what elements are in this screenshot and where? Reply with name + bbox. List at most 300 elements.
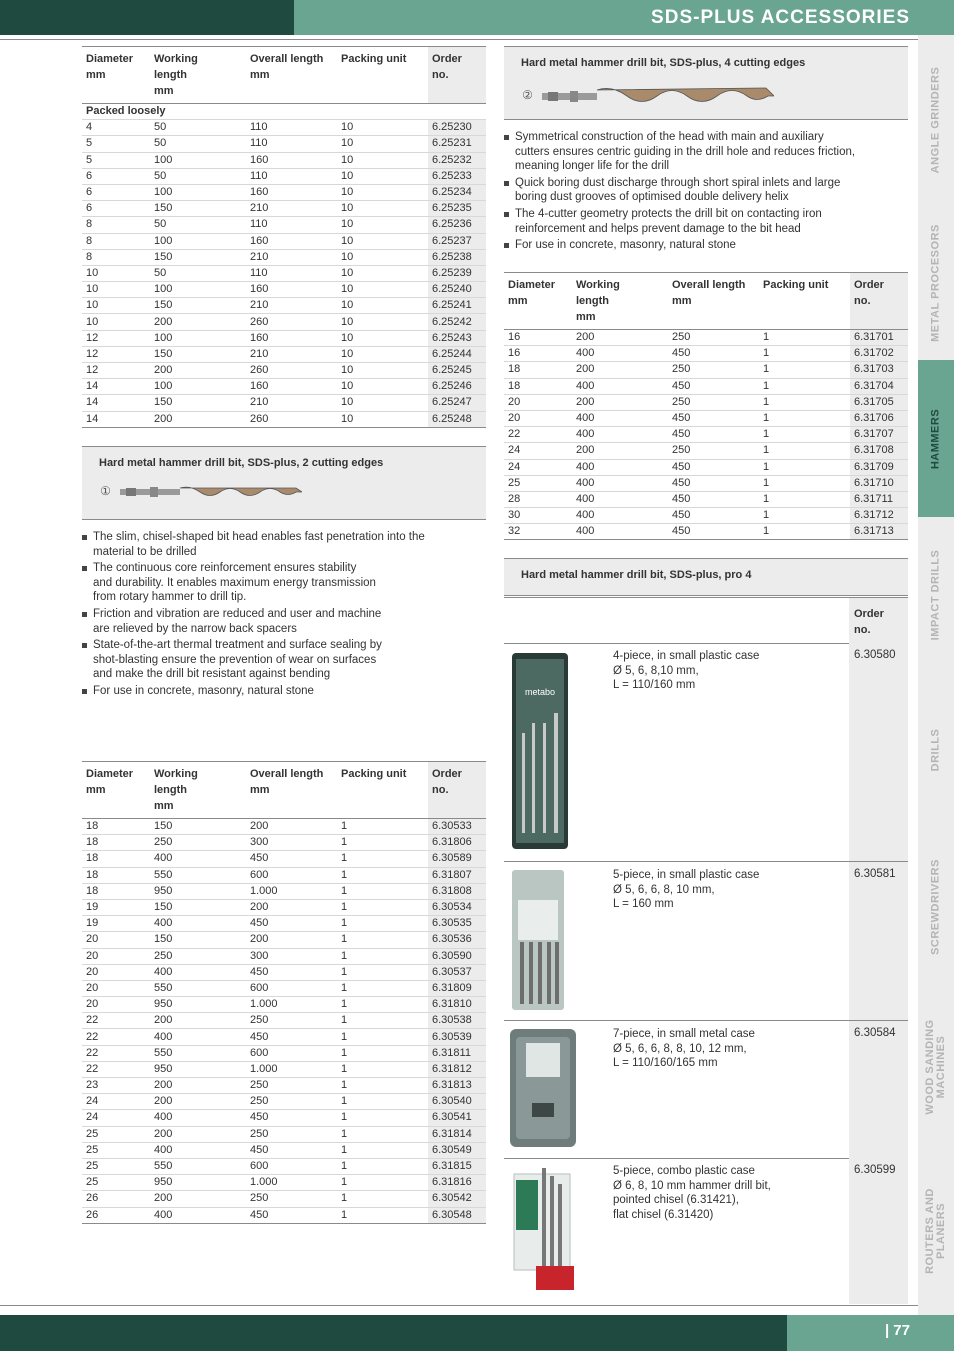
col-overall-length: Overall length mm xyxy=(250,768,324,796)
cell-diameter: 19 xyxy=(82,916,150,932)
table-row xyxy=(82,997,486,1013)
cell-overall-length: 200 xyxy=(246,932,337,948)
cell-packing-unit: 10 xyxy=(337,201,428,217)
cell-overall-length: 450 xyxy=(668,427,759,443)
table-row xyxy=(82,932,486,948)
sidebar-tab-label: METAL PROCESORS xyxy=(929,223,942,342)
col-packing-unit: Packing unit xyxy=(341,768,407,780)
cell-diameter: 20 xyxy=(504,410,572,426)
col-diameter: Diameter mm xyxy=(86,53,134,81)
cell-overall-length: 200 xyxy=(246,819,337,835)
table-row xyxy=(82,379,486,395)
product-box-2-cutting-edges xyxy=(82,446,486,520)
cell-working-length: 150 xyxy=(150,932,246,948)
feature-item: The 4-cutter geometry protects the drill bit on contacting iron reinforcement and helps prevent damage to the bit head xyxy=(504,207,908,236)
cell-order-no: 6.25235 xyxy=(428,201,486,217)
cell-order-no: 6.31814 xyxy=(428,1126,486,1142)
cell-working-length: 400 xyxy=(150,916,246,932)
cell-working-length: 400 xyxy=(150,964,246,980)
cell-working-length: 950 xyxy=(150,1061,246,1077)
table-row xyxy=(82,184,486,200)
cell-packing-unit: 1 xyxy=(759,491,850,507)
cell-overall-length: 250 xyxy=(246,1126,337,1142)
cell-packing-unit: 1 xyxy=(337,932,428,948)
cell-packing-unit: 1 xyxy=(337,1078,428,1094)
cell-diameter: 26 xyxy=(82,1207,150,1223)
table-header-row xyxy=(504,273,908,330)
cell-order-no: 6.30538 xyxy=(428,1013,486,1029)
cell-overall-length: 450 xyxy=(668,491,759,507)
cell-packing-unit: 1 xyxy=(337,883,428,899)
cell-packing-unit: 1 xyxy=(759,394,850,410)
sidebar-tab-label: IMPACT DRILLS xyxy=(929,549,942,640)
kit-order-no: 6.30581 xyxy=(854,868,896,880)
cell-overall-length: 1.000 xyxy=(246,1175,337,1191)
header-light-band xyxy=(294,0,954,35)
cell-overall-length: 450 xyxy=(668,524,759,540)
sidebar-tab-label: ANGLE GRINDERS xyxy=(929,66,942,174)
cell-packing-unit: 10 xyxy=(337,217,428,233)
feature-item: For use in concrete, masonry, natural stone xyxy=(504,238,908,253)
cell-order-no: 6.25248 xyxy=(428,411,486,427)
table-row xyxy=(504,524,908,540)
cell-order-no: 6.25245 xyxy=(428,363,486,379)
cell-diameter: 22 xyxy=(82,1013,150,1029)
cell-packing-unit: 10 xyxy=(337,395,428,411)
kit-order-cell xyxy=(849,1158,908,1304)
cell-overall-length: 250 xyxy=(668,443,759,459)
cell-overall-length: 160 xyxy=(246,152,337,168)
cell-diameter: 16 xyxy=(504,330,572,346)
cell-order-no: 6.25242 xyxy=(428,314,486,330)
cell-order-no: 6.25231 xyxy=(428,136,486,152)
cell-order-no: 6.31811 xyxy=(428,1045,486,1061)
cell-order-no: 6.31809 xyxy=(428,980,486,996)
cell-order-no: 6.30535 xyxy=(428,916,486,932)
cell-packing-unit: 10 xyxy=(337,298,428,314)
cell-packing-unit: 10 xyxy=(337,363,428,379)
table-row xyxy=(82,1126,486,1142)
cell-diameter: 20 xyxy=(82,997,150,1013)
cell-order-no: 6.31701 xyxy=(850,330,908,346)
cell-order-no: 6.31702 xyxy=(850,346,908,362)
cell-diameter: 22 xyxy=(82,1045,150,1061)
cell-working-length: 50 xyxy=(150,168,246,184)
footer-dark-band xyxy=(0,1315,787,1351)
cell-diameter: 22 xyxy=(504,427,572,443)
group-label: Packed loosely xyxy=(82,104,486,120)
cell-diameter: 19 xyxy=(82,899,150,915)
sidebar-tab-label: SCREWDRIVERS xyxy=(929,859,942,955)
cell-working-length: 200 xyxy=(150,1078,246,1094)
cell-diameter: 24 xyxy=(82,1094,150,1110)
table-row xyxy=(504,346,908,362)
table-2-cutting-edges xyxy=(82,761,486,1224)
footer-rule xyxy=(0,1305,918,1306)
cell-working-length: 400 xyxy=(150,1110,246,1126)
cell-packing-unit: 1 xyxy=(337,1142,428,1158)
cell-diameter: 6 xyxy=(82,168,150,184)
cell-diameter: 6 xyxy=(82,201,150,217)
kit-description: 7-piece, in small metal case Ø 5, 6, 6, 8, 8, 10, 12 mm, L = 110/160/165 mm xyxy=(613,1028,755,1070)
cell-working-length: 400 xyxy=(572,508,668,524)
sidebar-tab-hammers[interactable] xyxy=(918,360,954,517)
col-order-no: Order no. xyxy=(850,273,908,330)
drill-bit-4-edges-icon xyxy=(542,85,774,107)
table-row xyxy=(82,851,486,867)
cell-overall-length: 600 xyxy=(246,1158,337,1174)
cell-working-length: 950 xyxy=(150,1175,246,1191)
cell-order-no: 6.30542 xyxy=(428,1191,486,1207)
cell-diameter: 8 xyxy=(82,233,150,249)
cell-packing-unit: 1 xyxy=(337,980,428,996)
cell-packing-unit: 10 xyxy=(337,120,428,136)
table-row xyxy=(82,1158,486,1174)
cell-order-no: 6.30533 xyxy=(428,819,486,835)
cell-overall-length: 160 xyxy=(246,379,337,395)
plastic-case-4pc-image xyxy=(512,653,568,849)
cell-order-no: 6.25239 xyxy=(428,265,486,281)
table-row xyxy=(82,1110,486,1126)
cell-working-length: 150 xyxy=(150,298,246,314)
cell-working-length: 400 xyxy=(572,524,668,540)
feature-item: State-of-the-art thermal treatment and surface sealing by shot-blasting ensure the prevention of wear on surfaces and make the drill bit resistant against bending xyxy=(82,638,486,682)
table-row xyxy=(82,1175,486,1191)
table-row xyxy=(82,233,486,249)
cell-working-length: 150 xyxy=(150,819,246,835)
cell-diameter: 12 xyxy=(82,330,150,346)
table-row xyxy=(504,427,908,443)
cell-overall-length: 1.000 xyxy=(246,997,337,1013)
cell-working-length: 950 xyxy=(150,883,246,899)
table-row xyxy=(82,201,486,217)
col-overall-length: Overall length mm xyxy=(672,279,746,307)
cell-overall-length: 450 xyxy=(246,851,337,867)
table-row xyxy=(82,346,486,362)
cell-diameter: 18 xyxy=(82,867,150,883)
product-title: Hard metal hammer drill bit, SDS-plus, 4 cutting edges xyxy=(521,57,806,69)
cell-working-length: 400 xyxy=(572,410,668,426)
cell-order-no: 6.25238 xyxy=(428,249,486,265)
product-title: Hard metal hammer drill bit, SDS-plus, pro 4 xyxy=(521,569,752,581)
cell-working-length: 550 xyxy=(150,980,246,996)
cell-diameter: 25 xyxy=(82,1126,150,1142)
cell-working-length: 400 xyxy=(572,378,668,394)
cell-overall-length: 450 xyxy=(668,475,759,491)
cell-working-length: 400 xyxy=(150,1029,246,1045)
cell-packing-unit: 1 xyxy=(337,1013,428,1029)
cell-working-length: 400 xyxy=(572,459,668,475)
table-row xyxy=(82,120,486,136)
table-row xyxy=(82,1013,486,1029)
kit-description: 4-piece, in small plastic case Ø 5, 6, 8,10 mm, L = 110/160 mm xyxy=(613,650,760,692)
kit-order-no: 6.30584 xyxy=(854,1027,896,1039)
cell-diameter: 6 xyxy=(82,184,150,200)
cell-diameter: 24 xyxy=(504,459,572,475)
cell-diameter: 18 xyxy=(82,835,150,851)
cell-packing-unit: 1 xyxy=(759,443,850,459)
cell-working-length: 550 xyxy=(150,867,246,883)
cell-packing-unit: 10 xyxy=(337,233,428,249)
cell-diameter: 20 xyxy=(82,964,150,980)
sidebar-tab-metal-procesors[interactable] xyxy=(918,205,954,360)
table-row xyxy=(504,330,908,346)
cell-overall-length: 450 xyxy=(668,410,759,426)
col-order-no: Order no. xyxy=(428,762,486,819)
col-working-length: Working length mm xyxy=(154,53,198,97)
cell-packing-unit: 1 xyxy=(337,1045,428,1061)
cell-overall-length: 210 xyxy=(246,346,337,362)
cell-overall-length: 110 xyxy=(246,265,337,281)
cell-packing-unit: 10 xyxy=(337,282,428,298)
cell-packing-unit: 1 xyxy=(759,378,850,394)
table-row xyxy=(504,459,908,475)
cell-working-length: 150 xyxy=(150,346,246,362)
cell-overall-length: 300 xyxy=(246,948,337,964)
cell-diameter: 14 xyxy=(82,395,150,411)
cell-overall-length: 450 xyxy=(246,916,337,932)
pro4-header xyxy=(504,597,908,644)
cell-overall-length: 450 xyxy=(668,346,759,362)
col-overall-length: Overall length mm xyxy=(250,53,324,81)
cell-working-length: 100 xyxy=(150,379,246,395)
cell-working-length: 200 xyxy=(150,363,246,379)
cell-order-no: 6.30549 xyxy=(428,1142,486,1158)
header-dark-band xyxy=(0,0,294,35)
cell-working-length: 50 xyxy=(150,217,246,233)
cell-overall-length: 260 xyxy=(246,314,337,330)
kit-order-cell xyxy=(849,643,908,861)
cell-packing-unit: 1 xyxy=(759,410,850,426)
cell-order-no: 6.25240 xyxy=(428,282,486,298)
cell-order-no: 6.25243 xyxy=(428,330,486,346)
feature-item: Symmetrical construction of the head with main and auxiliary cutters ensures centric guiding in the drill hole and reduces friction, meaning longer life for the drill xyxy=(504,130,908,174)
cell-working-length: 200 xyxy=(572,394,668,410)
table-row xyxy=(82,217,486,233)
cell-diameter: 20 xyxy=(82,948,150,964)
table-row xyxy=(82,899,486,915)
cell-working-length: 100 xyxy=(150,184,246,200)
cell-overall-length: 600 xyxy=(246,867,337,883)
cell-overall-length: 600 xyxy=(246,980,337,996)
cell-packing-unit: 1 xyxy=(337,964,428,980)
table-row xyxy=(82,1094,486,1110)
cell-packing-unit: 1 xyxy=(337,851,428,867)
cell-overall-length: 1.000 xyxy=(246,1061,337,1077)
cell-packing-unit: 10 xyxy=(337,346,428,362)
cell-diameter: 10 xyxy=(82,314,150,330)
cell-working-length: 200 xyxy=(150,1126,246,1142)
cell-diameter: 16 xyxy=(504,346,572,362)
cell-overall-length: 210 xyxy=(246,249,337,265)
col-working-length: Working length mm xyxy=(154,768,198,812)
cell-packing-unit: 1 xyxy=(337,835,428,851)
cell-overall-length: 250 xyxy=(246,1078,337,1094)
cell-order-no: 6.31711 xyxy=(850,491,908,507)
case-brand-text: metabo xyxy=(524,687,556,697)
sidebar-tab-impact-drills[interactable] xyxy=(918,517,954,672)
table-4-cutting-edges xyxy=(504,272,908,540)
cell-order-no: 6.25246 xyxy=(428,379,486,395)
cell-packing-unit: 10 xyxy=(337,168,428,184)
cell-order-no: 6.25232 xyxy=(428,152,486,168)
cell-packing-unit: 10 xyxy=(337,184,428,200)
cell-overall-length: 210 xyxy=(246,395,337,411)
table-row xyxy=(82,411,486,427)
drill-bit-2-edges-icon xyxy=(120,485,302,499)
sidebar-tab-wood-sanding[interactable] xyxy=(918,987,954,1147)
table-row xyxy=(504,475,908,491)
sidebar-tab-screwdrivers[interactable] xyxy=(918,827,954,987)
plastic-case-5pc-image xyxy=(512,870,564,1010)
cell-overall-length: 450 xyxy=(246,964,337,980)
cell-diameter: 25 xyxy=(82,1158,150,1174)
cell-diameter: 14 xyxy=(82,379,150,395)
cell-diameter: 18 xyxy=(82,851,150,867)
sidebar-tab-drills[interactable] xyxy=(918,672,954,827)
product-number: ① xyxy=(100,484,111,498)
cell-diameter: 25 xyxy=(504,475,572,491)
cell-order-no: 6.31710 xyxy=(850,475,908,491)
sidebar-tab-label: HAMMERS xyxy=(929,408,942,469)
cell-working-length: 100 xyxy=(150,330,246,346)
cell-diameter: 23 xyxy=(82,1078,150,1094)
table-row xyxy=(82,1061,486,1077)
cell-working-length: 200 xyxy=(150,1094,246,1110)
cell-order-no: 6.31703 xyxy=(850,362,908,378)
table-header-row xyxy=(82,762,486,819)
cell-working-length: 150 xyxy=(150,201,246,217)
cell-diameter: 25 xyxy=(82,1175,150,1191)
col-working-length: Working length mm xyxy=(576,279,620,323)
cell-packing-unit: 1 xyxy=(337,1191,428,1207)
product-number: ② xyxy=(522,88,533,102)
cell-order-no: 6.25230 xyxy=(428,120,486,136)
table-row xyxy=(82,819,486,835)
kit-row xyxy=(504,643,908,862)
cell-packing-unit: 1 xyxy=(337,1207,428,1223)
cell-order-no: 6.31816 xyxy=(428,1175,486,1191)
group-row xyxy=(82,104,486,120)
cell-packing-unit: 10 xyxy=(337,265,428,281)
feature-item: For use in concrete, masonry, natural stone xyxy=(82,684,486,699)
product-box-pro4 xyxy=(504,558,908,596)
feature-item: Friction and vibration are reduced and user and machine are relieved by the narrow back spacers xyxy=(82,607,486,636)
cell-order-no: 6.25247 xyxy=(428,395,486,411)
cell-order-no: 6.31712 xyxy=(850,508,908,524)
table-row xyxy=(82,265,486,281)
table-row xyxy=(504,491,908,507)
table-row xyxy=(504,378,908,394)
table-row xyxy=(82,964,486,980)
sidebar-tab-routers[interactable] xyxy=(918,1147,954,1315)
cell-order-no: 6.30540 xyxy=(428,1094,486,1110)
cell-diameter: 10 xyxy=(82,282,150,298)
cell-order-no: 6.30590 xyxy=(428,948,486,964)
cell-order-no: 6.25241 xyxy=(428,298,486,314)
cell-working-length: 200 xyxy=(572,330,668,346)
cell-working-length: 200 xyxy=(572,362,668,378)
cell-overall-length: 250 xyxy=(246,1013,337,1029)
cell-diameter: 20 xyxy=(504,394,572,410)
cell-packing-unit: 1 xyxy=(337,1094,428,1110)
cell-overall-length: 200 xyxy=(246,899,337,915)
cell-overall-length: 300 xyxy=(246,835,337,851)
page-number: | 77 xyxy=(884,1322,910,1339)
table-row xyxy=(82,1207,486,1223)
table-row xyxy=(504,394,908,410)
cell-packing-unit: 1 xyxy=(337,1126,428,1142)
pro4-order-header: Order no. xyxy=(854,608,884,636)
footer-light-band xyxy=(787,1315,954,1351)
cell-packing-unit: 1 xyxy=(337,899,428,915)
cell-packing-unit: 1 xyxy=(337,916,428,932)
cell-working-length: 550 xyxy=(150,1158,246,1174)
cell-overall-length: 250 xyxy=(668,394,759,410)
kit-row xyxy=(504,1021,908,1159)
cell-order-no: 6.31705 xyxy=(850,394,908,410)
cell-order-no: 6.31815 xyxy=(428,1158,486,1174)
cell-diameter: 22 xyxy=(82,1029,150,1045)
cell-order-no: 6.30589 xyxy=(428,851,486,867)
feature-list-2-edges xyxy=(82,530,486,701)
cell-packing-unit: 1 xyxy=(337,948,428,964)
table-row xyxy=(82,168,486,184)
cell-overall-length: 450 xyxy=(246,1029,337,1045)
cell-overall-length: 160 xyxy=(246,282,337,298)
cell-order-no: 6.31709 xyxy=(850,459,908,475)
table-row xyxy=(504,410,908,426)
table-row xyxy=(82,883,486,899)
combo-case-5pc-image xyxy=(508,1166,576,1296)
col-packing-unit: Packing unit xyxy=(763,279,829,291)
table-row xyxy=(82,916,486,932)
cell-order-no: 6.31808 xyxy=(428,883,486,899)
table-header-row xyxy=(82,47,486,104)
sidebar-tab-label: WOOD SANDING MACHINES xyxy=(924,1019,947,1115)
kit-order-cell xyxy=(849,1021,908,1158)
cell-overall-length: 250 xyxy=(668,362,759,378)
col-diameter: Diameter mm xyxy=(508,279,556,307)
cell-overall-length: 110 xyxy=(246,136,337,152)
cell-order-no: 6.31713 xyxy=(850,524,908,540)
cell-order-no: 6.31813 xyxy=(428,1078,486,1094)
cell-order-no: 6.31707 xyxy=(850,427,908,443)
cell-packing-unit: 1 xyxy=(759,346,850,362)
table-row xyxy=(82,395,486,411)
cell-working-length: 150 xyxy=(150,249,246,265)
cell-overall-length: 250 xyxy=(668,330,759,346)
table-row xyxy=(82,136,486,152)
cell-diameter: 18 xyxy=(504,362,572,378)
cell-overall-length: 160 xyxy=(246,330,337,346)
cell-packing-unit: 1 xyxy=(337,819,428,835)
cell-packing-unit: 1 xyxy=(337,1061,428,1077)
cell-overall-length: 450 xyxy=(668,459,759,475)
table-row xyxy=(504,508,908,524)
cell-overall-length: 210 xyxy=(246,298,337,314)
cell-working-length: 200 xyxy=(150,1013,246,1029)
cell-working-length: 400 xyxy=(572,491,668,507)
kit-row xyxy=(504,1158,908,1304)
cell-diameter: 5 xyxy=(82,152,150,168)
cell-order-no: 6.30539 xyxy=(428,1029,486,1045)
table-row xyxy=(82,980,486,996)
sidebar-tab-angle-grinders[interactable] xyxy=(918,35,954,205)
table-row xyxy=(82,835,486,851)
table-row xyxy=(82,1078,486,1094)
cell-order-no: 6.31708 xyxy=(850,443,908,459)
